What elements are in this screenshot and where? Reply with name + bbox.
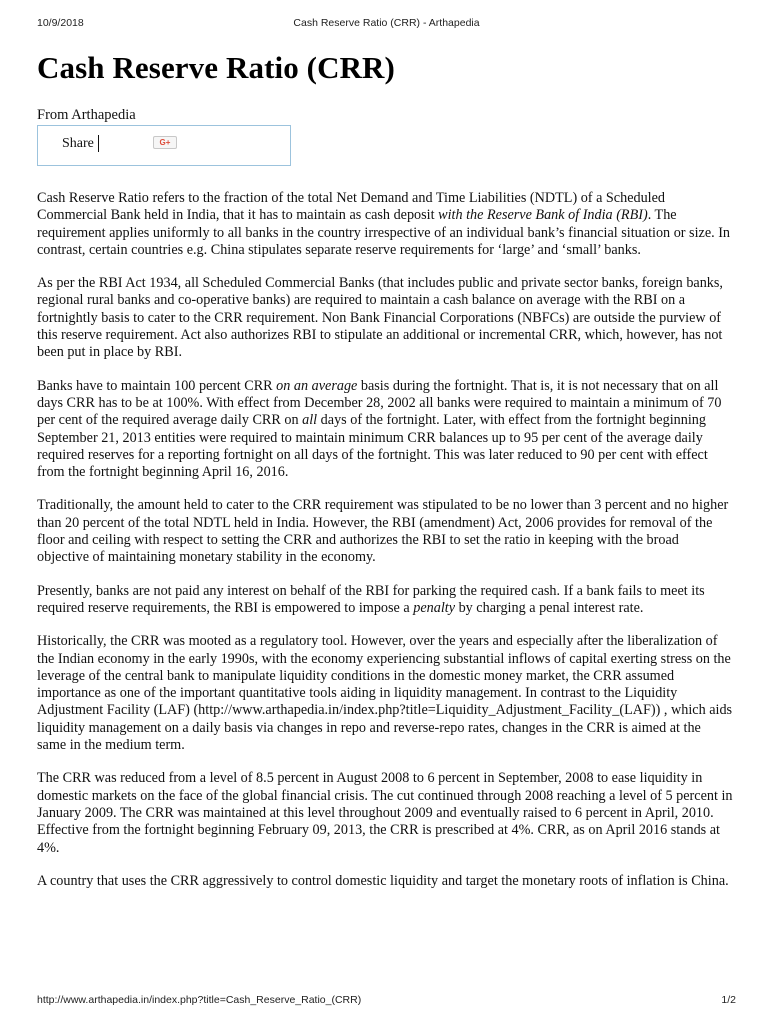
- paragraph: [37, 770, 733, 856]
- paragraph: [37, 873, 733, 890]
- paragraph-text: As per the RBI Act 1934, all Scheduled Commercial Banks (that includes public and private sector banks, foreign banks, regional rural banks and co-operative banks) are required to maintain a cash balance on average with the RBI on a fortnightly basis to cater to the CRR requirement. Non Bank Financial Corporations (NBFCs) are outside the purview of this reserve requirement. Act also authorizes RBI to stipulate an additional or incremental CRR, which, however, has not been put in place by RBI.: [37, 275, 723, 361]
- paragraph-text: Cash Reserve Ratio refers to the fraction of the total Net Demand and Time Liabilities (NDTL) of a Scheduled Commercial Bank held in India, that it has to maintain as cash deposit: [37, 190, 666, 224]
- paragraph-text: Traditionally, the amount held to cater to the CRR requirement was stipulated to be no lower than 3 percent and no higher than 20 percent of the total NDTL held in India. However, the RBI (amendment) Act, 2006 provides for removal of the floor and ceiling with respect to setting the CRR and authorizes the RBI to set the ratio in keeping with the broad objective of maintaining monetary stability in the economy.: [37, 497, 729, 566]
- print-page-title: Cash Reserve Ratio (CRR) - Arthapedia: [293, 17, 480, 29]
- article-body: [37, 190, 733, 906]
- share-box: [37, 125, 291, 166]
- paragraph-text: Presently, banks are not paid any interest on behalf of the RBI for parking the required cash. If a bank fails to meet its required reserve requirements, the RBI is empowered to impose a: [37, 582, 705, 616]
- share-label: Share: [62, 136, 94, 151]
- page-number: 1/2: [721, 994, 736, 1006]
- paragraph: [37, 633, 733, 754]
- print-footer: [37, 994, 736, 1008]
- print-url: http://www.arthapedia.in/index.php?title=Cash_Reserve_Ratio_(CRR): [37, 994, 362, 1006]
- paragraph: [37, 378, 733, 482]
- paragraph-text: A country that uses the CRR aggressively to control domestic liquidity and target the monetary roots of inflation is China.: [37, 872, 729, 889]
- paragraph-text: days of the fortnight. Later, with effect from the fortnight beginning September 21, 2013 entities were required to maintain minimum CRR balances up to 95 per cent of the average daily required reserves for a reporting fortnight on all days of the fortnight. This was later reduced to 90 per cent with effect from the fortnight beginning April 16, 2016.: [37, 412, 708, 481]
- print-date: 10/9/2018: [37, 17, 84, 29]
- paragraph-text: Banks have to maintain 100 percent CRR: [37, 377, 277, 394]
- paragraph-text: The CRR was reduced from a level of 8.5 percent in August 2008 to 6 percent in September, 2008 to ease liquidity in domestic markets on the face of the global financial crisis. The cut continued through 2008 reaching a level of 5 percent in January 2009. The CRR was maintained at this level throughout 2009 and eventually raised to 6 percent in April, 2010. Effective from the fortnight beginning February 09, 2013, the CRR is prescribed at 4%. CRR, as on April 2016 stands at 4%.: [37, 770, 733, 856]
- emphasis-text: with the Reserve Bank of India (RBI): [438, 207, 648, 224]
- emphasis-text: penalty: [413, 599, 456, 616]
- paragraph: [37, 190, 733, 259]
- emphasis-text: all: [302, 412, 318, 429]
- paragraph-text: by charging a penal interest rate.: [455, 599, 644, 616]
- emphasis-text: on an average: [276, 377, 358, 394]
- paragraph-text: . The requirement applies uniformly to all banks in the country irrespective of an individual bank’s financial situation or size. In contrast, certain countries e.g. China stipulates separate reserve requirements for ‘large’ and ‘small’ banks.: [37, 207, 731, 258]
- paragraph: [37, 497, 733, 566]
- from-source-line: From Arthapedia: [37, 107, 136, 123]
- page-title: Cash Reserve Ratio (CRR): [37, 50, 395, 85]
- paragraph-text: basis during the fortnight. That is, it is not necessary that on all days CRR has to be at 100%. With effect from December 28, 2002 all banks were required to maintain a minimum of 70 per cent of the required average daily CRR on: [37, 377, 722, 429]
- paragraph: [37, 275, 733, 361]
- google-plus-share-button[interactable]: G+: [153, 136, 177, 149]
- paragraph-text: Historically, the CRR was mooted as a regulatory tool. However, over the years and especially after the liberalization of the Indian economy in the early 1990s, with the economy experiencing substantial inflows of capital exerting stress on the leverage of the central bank to manipulate liquidity conditions in the domestic money market, the CRR assumed importance as one of the important quantitative tools aiding in liquidity management. In contrast to the Liquidity Adjustment Facility (LAF) (http://www.arthapedia.in/index.php?title=Liquidity_Adjustment_Facility_(LAF)) , which aids liquidity management on a daily basis via changes in repo and reverse-repo rates, changes in the CRR is aimed at the same in the medium term.: [37, 633, 733, 754]
- paragraph: [37, 583, 733, 618]
- share-divider: [98, 135, 99, 152]
- print-header: [37, 17, 736, 31]
